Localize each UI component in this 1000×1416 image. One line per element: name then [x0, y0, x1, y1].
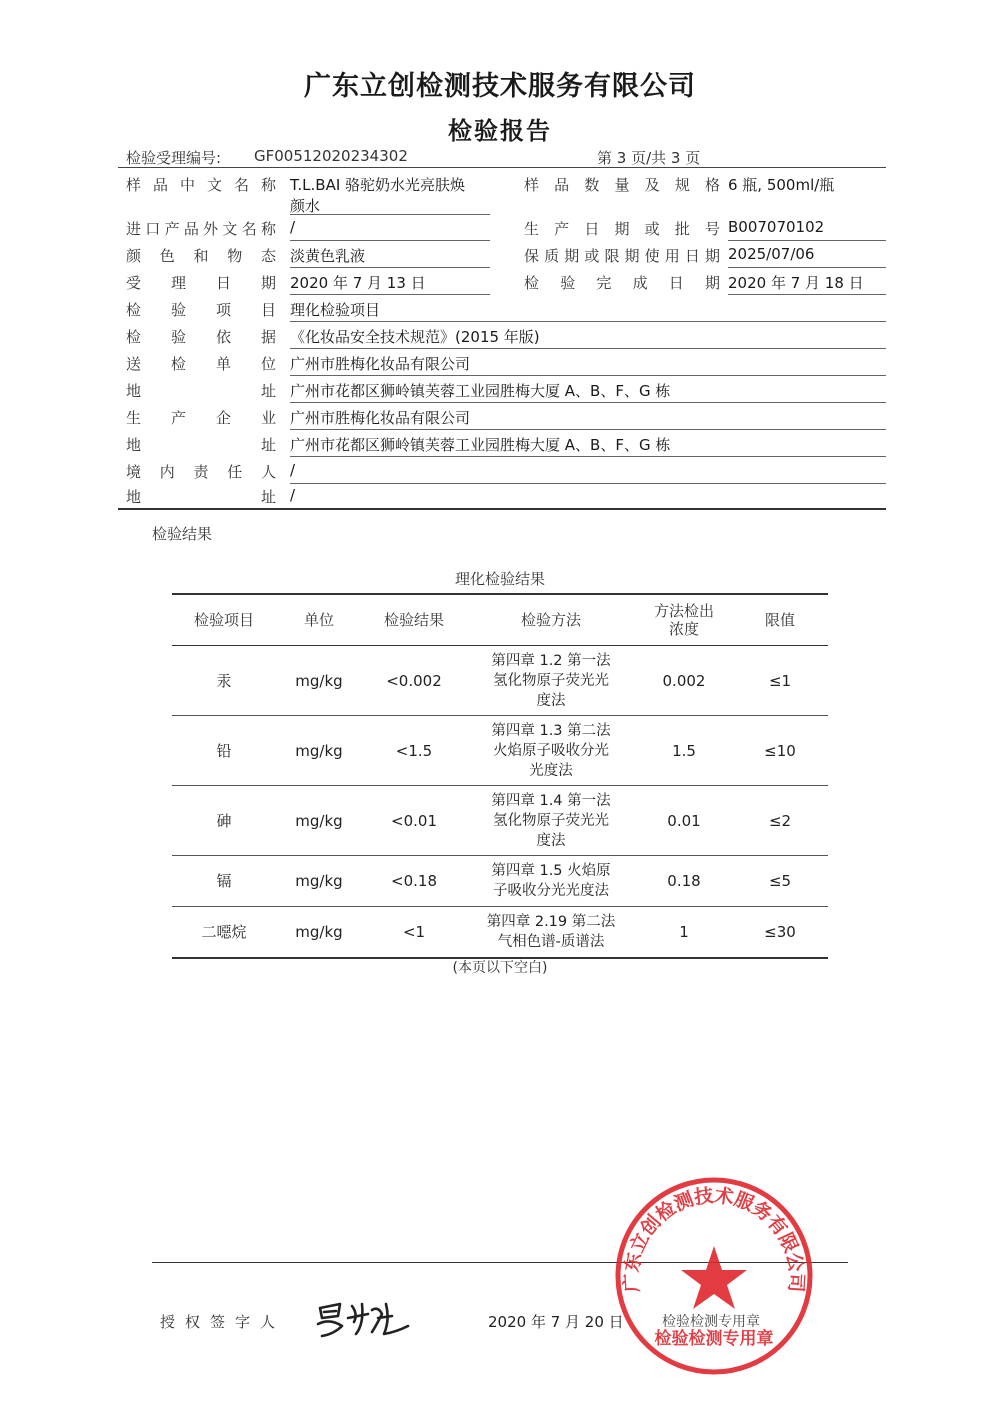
- label-accept-date: 受理日期: [126, 274, 276, 292]
- seal-underline-text: 检验检测专用章: [662, 1314, 760, 1330]
- col-detection-line1: 方法检出: [653, 602, 714, 620]
- value-sample-name-line1: T.L.BAI 骆驼奶水光亮肤焕: [290, 176, 466, 194]
- cell-method: [466, 907, 636, 959]
- label-responsible: 境内责任人: [126, 463, 276, 481]
- label-qty: 样品数量及规格: [524, 176, 720, 194]
- col-unit: 单位: [276, 594, 362, 646]
- cell-unit: mg/kg: [276, 646, 362, 716]
- method-line: 火焰原子吸收分光: [493, 742, 609, 759]
- cell-detection: 1.5: [636, 716, 732, 786]
- handwritten-signature: [312, 1296, 416, 1342]
- results-table-caption: 理化检验结果: [454, 570, 545, 588]
- cell-detection: 1: [636, 907, 732, 959]
- method-line: 第四章 1.3 第二法: [491, 722, 611, 739]
- cell-item: 砷: [172, 786, 276, 856]
- value-color: 淡黄色乳液: [290, 245, 490, 268]
- cell-result: <0.18: [362, 856, 466, 907]
- label-foreign-name: 进口产品外文名称: [126, 220, 276, 238]
- info-bottom-rule: [118, 508, 886, 510]
- cell-result: <1.5: [362, 716, 466, 786]
- cell-unit: mg/kg: [276, 856, 362, 907]
- col-item: 检验项目: [172, 594, 276, 646]
- label-basis: 检验依据: [126, 328, 276, 346]
- label-batch: 生产日期或批号: [524, 220, 720, 238]
- row-producer: [118, 403, 886, 429]
- value-address-1: 广州市花都区狮岭镇芙蓉工业园胜梅大厦 A、B、F、G 栋: [290, 380, 886, 403]
- official-seal: [612, 1174, 816, 1378]
- value-sender: 广州市胜梅化妆品有限公司: [290, 353, 886, 376]
- seal-star-icon: [681, 1246, 747, 1309]
- cell-item: 汞: [172, 646, 276, 716]
- table-row: [172, 786, 828, 856]
- accept-no-value: GF00512020234302: [254, 147, 408, 165]
- method-line: 度法: [536, 692, 566, 709]
- table-row: [172, 646, 828, 716]
- value-sample-name-line2: 颜水: [290, 197, 321, 215]
- cell-limit: ≤2: [732, 786, 828, 856]
- label-sample-name-cn: 样品中文名称: [126, 176, 276, 194]
- value-basis: 《化妆品安全技术规范》(2015 年版): [290, 326, 886, 349]
- row-address-2: [118, 430, 886, 456]
- table-row: [172, 856, 828, 907]
- label-color: 颜色和物态: [126, 247, 276, 265]
- value-finish-date: 2020 年 7 月 18 日: [728, 272, 886, 295]
- cell-limit: ≤5: [732, 856, 828, 907]
- method-line: 氢化物原子荧光光: [493, 672, 609, 689]
- table-header-row: [172, 594, 828, 646]
- cell-limit: ≤10: [732, 716, 828, 786]
- table-row: [172, 716, 828, 786]
- value-expiry: 2025/07/06: [728, 245, 886, 268]
- signatory-label: 授权签字人: [160, 1313, 286, 1331]
- label-sender: 送检单位: [126, 355, 276, 373]
- value-responsible: /: [290, 461, 886, 484]
- col-result: 检验结果: [362, 594, 466, 646]
- value-foreign-name: /: [290, 218, 490, 241]
- row-basis: [118, 322, 886, 348]
- col-method: 检验方法: [466, 594, 636, 646]
- cell-detection: 0.18: [636, 856, 732, 907]
- col-detection: [636, 594, 732, 646]
- label-producer: 生产企业: [126, 409, 276, 427]
- row-foreign-name: [118, 214, 886, 240]
- row-color: [118, 241, 886, 267]
- label-address-2: 地址: [126, 436, 276, 454]
- company-title: 广东立创检测技术服务有限公司: [304, 71, 696, 102]
- method-line: 氢化物原子荧光光: [493, 812, 609, 829]
- method-line: 第四章 2.19 第二法: [486, 914, 616, 930]
- top-rule: [118, 167, 886, 168]
- cell-unit: mg/kg: [276, 907, 362, 959]
- col-limit: 限值: [732, 594, 828, 646]
- cell-limit: ≤30: [732, 907, 828, 959]
- method-line: 光度法: [529, 762, 573, 779]
- row-address-1: [118, 376, 886, 402]
- accept-no-label: 检验受理编号:: [126, 149, 222, 167]
- label-address-1: 地址: [126, 382, 276, 400]
- method-line: 度法: [536, 832, 566, 849]
- value-batch: B007070102: [728, 218, 886, 241]
- cell-result: <0.01: [362, 786, 466, 856]
- cell-unit: mg/kg: [276, 716, 362, 786]
- results-table: [172, 593, 828, 959]
- label-expiry: 保质期或限期使用日期: [524, 247, 720, 265]
- seal-ring-text: 广东立创检测技术服务有限公司: [620, 1184, 808, 1293]
- row-sender: [118, 349, 886, 375]
- method-line: 第四章 1.2 第一法: [491, 652, 611, 669]
- value-address-3: /: [290, 486, 296, 504]
- cell-result: <1: [362, 907, 466, 959]
- cell-method: [466, 856, 636, 907]
- cell-method: [466, 716, 636, 786]
- method-line: 第四章 1.4 第一法: [491, 792, 611, 809]
- cell-item: 镉: [172, 856, 276, 907]
- cell-unit: mg/kg: [276, 786, 362, 856]
- row-dates: [118, 268, 886, 294]
- cell-item: 二噁烷: [172, 907, 276, 959]
- method-line: 第四章 1.5 火焰原: [491, 863, 611, 879]
- signature-date: 2020 年 7 月 20 日: [488, 1313, 624, 1331]
- value-qty: 6 瓶, 500ml/瓶: [728, 176, 835, 194]
- cell-result: <0.002: [362, 646, 466, 716]
- row-sample-name: [118, 170, 886, 214]
- blank-note: (本页以下空白): [452, 960, 548, 976]
- method-line: 气相色谱-质谱法: [497, 934, 605, 950]
- label-items: 检验项目: [126, 301, 276, 319]
- cell-limit: ≤1: [732, 646, 828, 716]
- col-detection-line2: 浓度: [668, 620, 699, 638]
- row-address-3: [118, 482, 886, 508]
- label-address-3: 地址: [126, 488, 276, 506]
- report-title: 检验报告: [448, 117, 552, 145]
- value-sample-name-cn: [290, 174, 490, 215]
- cell-item: 铅: [172, 716, 276, 786]
- value-producer: 广州市胜梅化妆品有限公司: [290, 407, 886, 430]
- cell-detection: 0.01: [636, 786, 732, 856]
- table-row: [172, 907, 828, 959]
- seal-bottom-text: 检验检测专用章: [654, 1329, 774, 1349]
- row-responsible: [118, 457, 886, 483]
- label-finish-date: 检验完成日期: [524, 274, 720, 292]
- row-items: [118, 295, 886, 321]
- results-section-label: 检验结果: [152, 525, 213, 543]
- page-info: 第 3 页/共 3 页: [597, 149, 701, 167]
- value-accept-date: 2020 年 7 月 13 日: [290, 272, 490, 295]
- value-items: 理化检验项目: [290, 299, 886, 322]
- cell-method: [466, 646, 636, 716]
- method-line: 子吸收分光光度法: [493, 883, 609, 899]
- cell-detection: 0.002: [636, 646, 732, 716]
- value-address-2: 广州市花都区狮岭镇芙蓉工业园胜梅大厦 A、B、F、G 栋: [290, 434, 886, 457]
- cell-method: [466, 786, 636, 856]
